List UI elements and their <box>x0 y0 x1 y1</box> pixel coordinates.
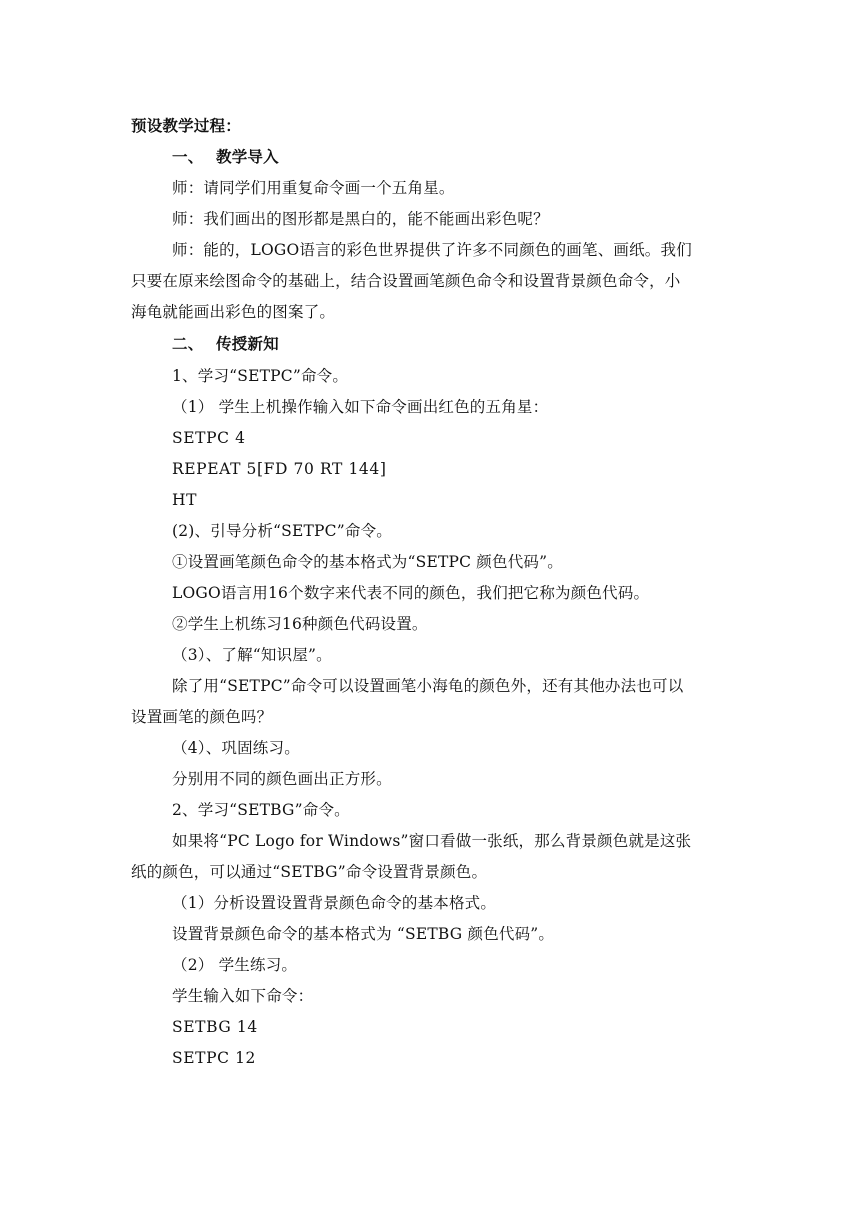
sub-item: （4）、巩固练习。 <box>172 739 300 757</box>
sub-item: （2） 学生练习。 <box>172 956 298 974</box>
code-line: SETPC 12 <box>172 1049 257 1067</box>
list-item: 1、学习“SETPC”命令。 <box>172 367 349 385</box>
paragraph: 除了用“SETPC”命令可以设置画笔小海龟的颜色外，还有其他办法也可以 <box>172 677 684 695</box>
sub-item: (2)、引导分析“SETPC”命令。 <box>172 522 392 540</box>
paragraph: 师：我们画出的图形都是黑白的，能不能画出彩色呢？ <box>172 210 549 228</box>
code-line: HT <box>172 491 198 509</box>
sub-item: （1） 学生上机操作输入如下命令画出红色的五角星： <box>172 398 549 416</box>
paragraph: 师：请同学们用重复命令画一个五角星。 <box>172 179 455 197</box>
paragraph: 纸的颜色，可以通过“SETBG”命令设置背景颜色。 <box>131 863 488 881</box>
list-item: 2、学习“SETBG”命令。 <box>172 801 350 819</box>
section-heading-2 <box>172 334 279 354</box>
section-title-2: 传授新知 <box>216 334 279 353</box>
paragraph: 分别用不同的颜色画出正方形。 <box>172 770 392 788</box>
paragraph: 学生输入如下命令： <box>172 987 314 1005</box>
paragraph: 设置背景颜色命令的基本格式为 “SETBG 颜色代码”。 <box>172 925 555 943</box>
paragraph: 师：能的，LOGO语言的彩色世界提供了许多不同颜色的画笔、画纸。我们 <box>172 241 692 259</box>
paragraph: 只要在原来绘图命令的基础上，结合设置画笔颜色命令和设置背景颜色命令，小 <box>131 272 681 290</box>
paragraph: ②学生上机练习16种颜色代码设置。 <box>172 615 428 633</box>
paragraph: ①设置画笔颜色命令的基本格式为“SETPC 颜色代码”。 <box>172 553 563 571</box>
paragraph: LOGO语言用16个数字来代表不同的颜色，我们把它称为颜色代码。 <box>172 584 650 602</box>
sub-item: （1）分析设置设置背景颜色命令的基本格式。 <box>172 894 497 912</box>
sub-item: （3）、了解“知识屋”。 <box>172 646 332 664</box>
code-line: SETPC 4 <box>172 429 246 447</box>
section-title-1: 教学导入 <box>216 147 279 166</box>
paragraph: 设置画笔的颜色吗？ <box>131 708 273 726</box>
document-title: 预设教学过程： <box>131 116 241 135</box>
section-number-2: 二、 <box>172 334 204 353</box>
paragraph: 如果将“PC Logo for Windows”窗口看做一张纸，那么背景颜色就是这张 <box>172 832 692 850</box>
paragraph: 海龟就能画出彩色的图案了。 <box>131 303 336 321</box>
code-line: SETBG 14 <box>172 1018 258 1036</box>
section-heading-1 <box>172 147 279 167</box>
section-number-1: 一、 <box>172 147 204 166</box>
code-line: REPEAT 5[FD 70 RT 144] <box>172 460 387 478</box>
